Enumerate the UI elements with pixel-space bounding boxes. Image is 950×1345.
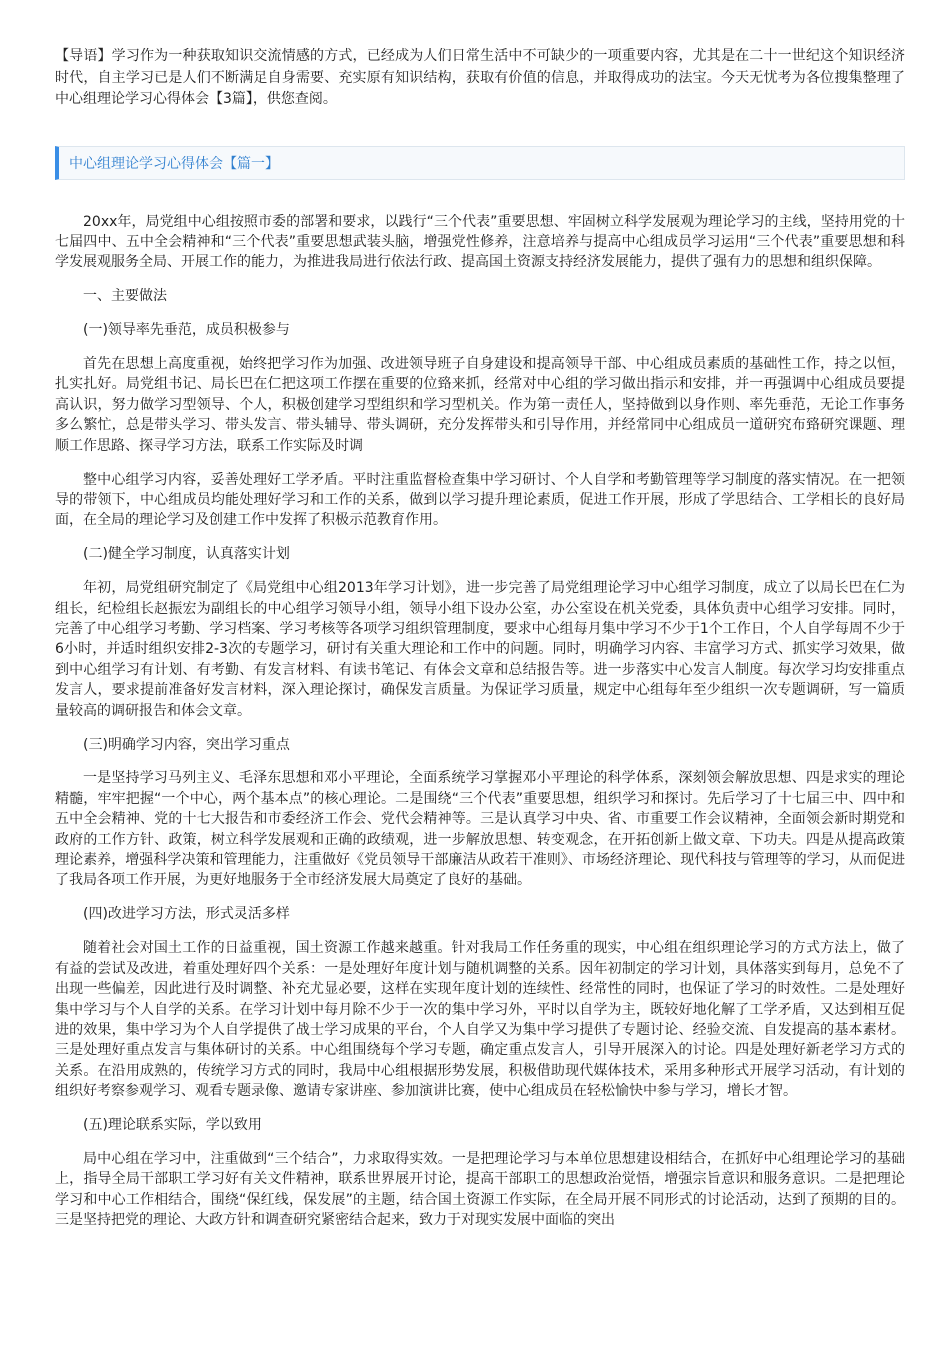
section-title: 中心组理论学习心得体会【篇一】 xyxy=(69,155,279,172)
section-heading: (五)理论联系实际，学以致用 xyxy=(83,1117,262,1134)
document-page xyxy=(55,46,905,1244)
section-heading: (三)明确学习内容，突出学习重点 xyxy=(83,736,290,753)
body-paragraph: 一是坚持学习马列主义、毛泽东思想和邓小平理论，全面系统学习掌握邓小平理论的科学体系，深刻领会解放思想、四是求实的理论精髓，牢牢把握“一个中心，两个基本点”的核心理论。二是围绕“三个代表”重要思想，组织学习和探讨。先后学习了十七届三中、四中和五中全会精神、党的十七大报告和市委经济工作会、党代会精神等。三是认真学习中央、省、市重要工作会议精神，全面领会新时期党和政府的工作方针、政策，树立科学发展观和正确的政绩观，进一步解放思想、转变观念，在开拓创新上做文章、下功夫。四是从提高政策理论素养，增强科学决策和管理能力，注重做好《党员领导干部廉洁从政若干准则》、市场经济理论、现代科技与管理等的学习，从而促进了我局各项工作开展，为更好地服务于全市经济发展大局奠定了良好的基础。 xyxy=(55,770,905,889)
section-heading: 一、主要做法 xyxy=(83,288,167,305)
section-heading: (四)改进学习方法，形式灵活多样 xyxy=(83,906,290,923)
body-paragraph: 首先在思想上高度重视，始终把学习作为加强、改进领导班子自身建设和提高领导干部、中心组成员素质的基础性工作，持之以恒，扎实扎好。局党组书记、局长巴在仁把这项工作摆在重要的位臵来抓，经常对中心组的学习做出指示和安排，并一再强调中心组成员要提高认识，努力做学习型领导、个人，积极创建学习型组织和学习型机关。作为第一责任人，坚持做到以身作则、率先垂范，无论工作事务多么繁忙，总是带头学习、带头发言、带头辅导、带头调研，充分发挥带头和引导作用，并经常同中心组成员一道研究布臵研究课题、理顺工作思路、探寻学习方法，联系工作实际及时调 xyxy=(55,356,905,454)
body-paragraph: 局中心组在学习中，注重做到“三个结合”，力求取得实效。一是把理论学习与本单位思想建设相结合，在抓好中心组理论学习的基础上，指导全局干部职工学习好有关文件精神，联系世界展开讨论，提高干部职工的思想政治觉悟，增强宗旨意识和服务意识。二是把理论学习和中心工作相结合，围绕“保红线，保发展”的主题，结合国土资源工作实际，在全局开展不同形式的讨论活动，达到了预期的目的。三是坚持把党的理论、大政方针和调查研究紧密结合起来，致力于对现实发展中面临的突出 xyxy=(55,1150,905,1229)
article-body xyxy=(55,212,905,1231)
body-paragraph: 年初，局党组研究制定了《局党组中心组2013年学习计划》，进一步完善了局党组理论学习中心组学习制度，成立了以局长巴在仁为组长，纪检组长赵振宏为副组长的中心组学习领导小组，领导小组下设办公室，办公室设在机关党委，具体负责中心组学习安排。同时，完善了中心组学习考勤、学习档案、学习考核等各项学习组织管理制度，要求中心组每月集中学习不少于1个工作日，个人自学每周不少于6小时，并适时组织安排2-3次的专题学习，研讨有关重大理论和工作中的问题。同时，明确学习内容、丰富学习方式、抓实学习效果，做到中心组学习有计划、有考勤、有发言材料、有读书笔记、有体会文章和总结报告等。进一步落实中心发言人制度。每次学习均安排重点发言人，要求提前准备好发言材料，深入理论探讨，确保发言质量。为保证学习质量，规定中心组每年至少组织一次专题调研，写一篇质量较高的调研报告和体会文章。 xyxy=(55,580,905,719)
section-heading: (二)健全学习制度，认真落实计划 xyxy=(83,546,290,563)
body-paragraph: 随着社会对国土工作的日益重视，国土资源工作越来越重。针对我局工作任务重的现实，中心组在组织理论学习的方式方法上，做了有益的尝试及改进，着重处理好四个关系：一是处理好年度计划与随机调整的关系。因年初制定的学习计划，具体落实到每月，总免不了出现一些偏差，因此进行及时调整、补充尤显必要，这样在实现年度计划的连续性、经常性的同时，也保证了学习的时效性。二是处理好集中学习与个人自学的关系。在学习计划中每月除不少于一次的集中学习外，平时以自学为主，既较好地化解了工学矛盾，又达到相互促进的效果，集中学习为个人自学提供了战士学习成果的平台，个人自学又为集中学习提供了专题讨论、经验交流、自发提高的基本素材。三是处理好重点发言与集体研讨的关系。中心组围绕每个学习专题，确定重点发言人，引导开展深入的讨论。四是处理好新老学习方式的关系。在沿用成熟的，传统学习方式的同时，我局中心组根据形势发展，积极借助现代媒体技术，采用多种形式开展学习活动，有计划的组织好考察参观学习、观看专题录像、邀请专家讲座、参加演讲比赛，使中心组成员在轻松愉快中参与学习，增长才智。 xyxy=(55,940,905,1100)
section-heading: (一)领导率先垂范，成员积极参与 xyxy=(83,322,290,339)
intro-paragraph: 【导语】学习作为一种获取知识交流情感的方式，已经成为人们日常生活中不可缺少的一项重要内容，尤其是在二十一世纪这个知识经济时代，自主学习已是人们不断满足自身需要、充实原有知识结构，获取有价值的信息，并取得成功的法宝。今天无忧考为各位搜集整理了中心组理论学习心得体会【3篇】，供您查阅。 xyxy=(55,48,905,107)
body-paragraph: 整中心组学习内容，妥善处理好工学矛盾。平时注重监督检查集中学习研讨、个人自学和考勤管理等学习制度的落实情况。在一把领导的带领下，中心组成员均能处理好学习和工作的关系，做到以学习提升理论素质，促进工作开展，形成了学思结合、工学相长的良好局面，在全局的理论学习及创建工作中发挥了积极示范教育作用。 xyxy=(55,471,905,529)
body-paragraph: 20xx年，局党组中心组按照市委的部署和要求，以践行“三个代表”重要思想、牢固树立科学发展观为理论学习的主线，坚持用党的十七届四中、五中全会精神和“三个代表”重要思想武装头脑，增强党性修养，注意培养与提高中心组成员学习运用“三个代表”重要思想和科学发展观服务全局、开展工作的能力，为推进我局进行依法行政、提高国土资源支持经济发展能力，提供了强有力的思想和组织保障。 xyxy=(55,213,905,271)
section-header xyxy=(55,146,905,180)
